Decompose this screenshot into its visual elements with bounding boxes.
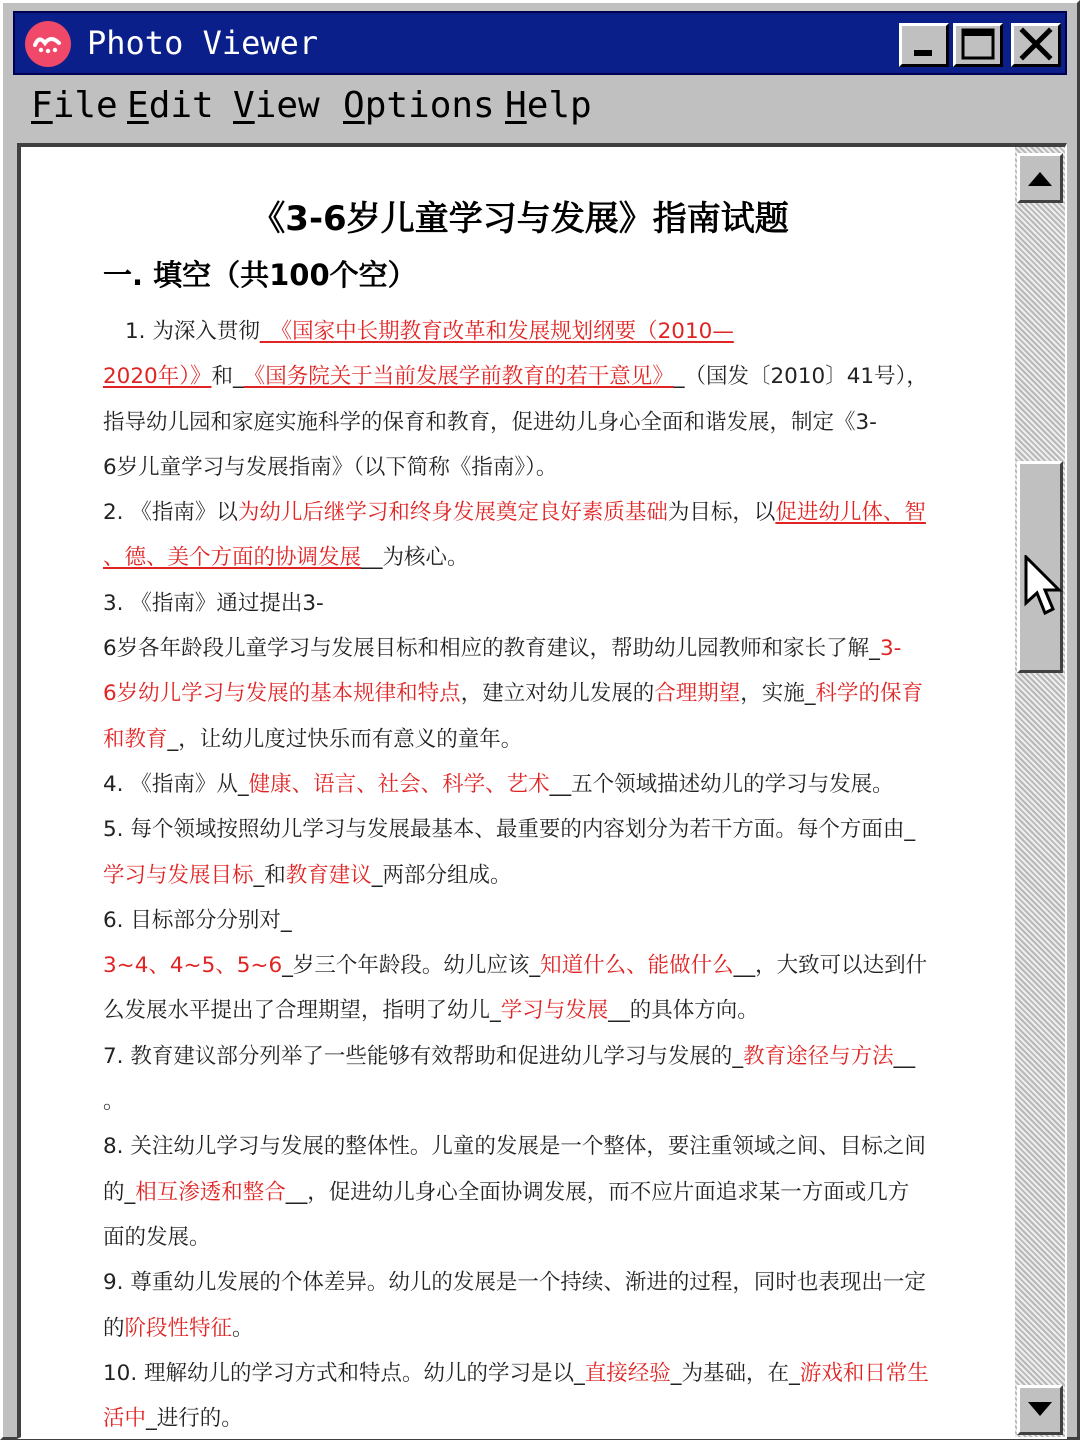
document-line bbox=[103, 1034, 993, 1079]
question-text: 面的发展。 bbox=[103, 1224, 211, 1250]
answer-text: 为幼儿后继学习和终身发展奠定良好素质基础 bbox=[237, 500, 668, 526]
close-icon bbox=[1014, 26, 1058, 64]
question-text: _和 bbox=[253, 862, 286, 888]
menu-view[interactable]: View bbox=[233, 85, 320, 126]
question-text: 7. 教育建议部分列举了一些能够有效帮助和促进幼儿学习与发展的_ bbox=[103, 1043, 744, 1069]
question-text: 8. 关注幼儿学习与发展的整体性。儿童的发展是一个整体，要注重领域之间、目标之间 bbox=[103, 1134, 926, 1160]
answer-text: 学习与发展目标 bbox=[103, 862, 254, 888]
question-text: 指导幼儿园和家庭实施科学的保育和教育，促进幼儿身心全面和谐发展，制定《3- bbox=[103, 409, 877, 435]
question-text: __，大致可以达到什 bbox=[733, 953, 928, 979]
question-text: _岁三个年龄段。幼儿应该_ bbox=[282, 953, 541, 979]
document-line bbox=[103, 354, 993, 399]
question-text: __ bbox=[893, 1043, 916, 1069]
question-text: __的具体方向。 bbox=[608, 998, 759, 1024]
answer-text: 合理期望 bbox=[654, 681, 741, 707]
document-line bbox=[103, 1079, 993, 1124]
document-line bbox=[103, 400, 993, 445]
document-body bbox=[103, 309, 993, 1439]
vertical-scrollbar[interactable] bbox=[1015, 147, 1067, 1439]
question-text: ，实施_ bbox=[740, 681, 816, 707]
answer-text: 健康、语言、社会、科学、艺术 bbox=[248, 771, 550, 797]
scroll-down-button[interactable] bbox=[1017, 1385, 1063, 1435]
menu-options[interactable]: Options bbox=[343, 85, 495, 126]
document-line bbox=[103, 309, 993, 354]
document-line bbox=[103, 1170, 993, 1215]
question-text: 3. 《指南》通过提出3- bbox=[103, 590, 324, 616]
document-line bbox=[103, 1124, 993, 1169]
document-line bbox=[103, 898, 993, 943]
image-viewport bbox=[17, 143, 1067, 1439]
answer-text: 6岁幼儿学习与发展的基本规律和特点 bbox=[103, 681, 461, 707]
question-text: 9. 尊重幼儿发展的个体差异。幼儿的发展是一个持续、渐进的过程，同时也表现出一定 bbox=[103, 1270, 926, 1296]
answer-text: 知道什么、能做什么 bbox=[540, 953, 734, 979]
document-line bbox=[103, 626, 993, 671]
close-button[interactable] bbox=[1011, 23, 1061, 67]
answer-text: 、德、美个方面的协调发展 bbox=[103, 545, 362, 571]
question-text: _进行的。 bbox=[146, 1406, 243, 1432]
scroll-down-arrow-icon bbox=[1020, 1388, 1060, 1432]
question-text: __五个领域描述幼儿的学习与发展。 bbox=[549, 771, 894, 797]
menu-bar bbox=[13, 79, 1067, 139]
answer-text: 《国务院关于当前发展学前教育的若干意见》 bbox=[243, 364, 674, 390]
document-line bbox=[103, 762, 993, 807]
question-text: 。 bbox=[232, 1315, 254, 1341]
answer-text: 3- bbox=[879, 636, 902, 662]
answer-text: _《国家中长期教育改革和发展规划纲要（2010— bbox=[259, 319, 734, 344]
answer-text: 游戏和日常生 bbox=[799, 1360, 929, 1386]
document-line bbox=[103, 445, 993, 490]
question-text: 10. 理解幼儿的学习方式和特点。幼儿的学习是以_ bbox=[103, 1360, 585, 1386]
answer-text: 2020年）》 bbox=[103, 364, 212, 390]
answer-text: 3~4、4~5、5~6 bbox=[103, 953, 283, 979]
scroll-up-arrow-icon bbox=[1020, 156, 1060, 200]
answer-text: 和教育 bbox=[103, 726, 168, 752]
document-line bbox=[103, 1351, 993, 1396]
question-text: 6. 目标部分分别对_ bbox=[103, 907, 292, 933]
answer-text: 相互渗透和整合 bbox=[135, 1179, 286, 1205]
question-text: 6岁各年龄段儿童学习与发展目标和相应的教育建议，帮助幼儿园教师和家长了解_ bbox=[103, 636, 880, 662]
document-line bbox=[103, 1215, 993, 1260]
menu-edit[interactable]: Edit bbox=[127, 85, 214, 126]
answer-text: 促进幼儿体、智 bbox=[775, 500, 926, 526]
maximize-icon bbox=[956, 26, 1000, 64]
question-text: 。 bbox=[103, 1089, 125, 1115]
question-text: 的_ bbox=[103, 1179, 136, 1205]
document-line bbox=[103, 535, 993, 580]
answer-text: 科学的保育 bbox=[815, 681, 923, 707]
question-text: 和_ bbox=[211, 364, 244, 390]
question-text: 1. 为深入贯彻 bbox=[125, 319, 260, 344]
document-line bbox=[103, 581, 993, 626]
question-text: __，促进幼儿身心全面协调发展，而不应片面追求某一方面或几方 bbox=[285, 1179, 910, 1205]
question-text: 为目标，以 bbox=[667, 500, 776, 526]
photo-viewer-app-icon bbox=[25, 21, 71, 67]
question-text: 么发展水平提出了合理期望，指明了幼儿_ bbox=[103, 998, 501, 1024]
document-image bbox=[25, 147, 1015, 1439]
document-line bbox=[103, 807, 993, 852]
answer-text: 教育建议 bbox=[285, 862, 372, 888]
question-text: _两部分组成。 bbox=[371, 862, 512, 888]
maximize-button[interactable] bbox=[953, 23, 1003, 67]
menu-help[interactable]: Help bbox=[505, 85, 592, 126]
answer-text: 活中 bbox=[103, 1406, 147, 1432]
minimize-button[interactable] bbox=[899, 23, 949, 67]
document-line bbox=[103, 671, 993, 716]
document-line bbox=[103, 1306, 993, 1351]
answer-text: 学习与发展 bbox=[500, 998, 609, 1024]
answer-text: 教育途径与方法 bbox=[743, 1043, 894, 1069]
answer-text: 直接经验 bbox=[584, 1360, 671, 1386]
menu-file[interactable]: File bbox=[31, 85, 118, 126]
question-text: _（国发〔2010〕41号）， bbox=[673, 364, 928, 390]
answer-text: 阶段性特征 bbox=[124, 1315, 233, 1341]
mouse-pointer-icon bbox=[1023, 555, 1063, 619]
question-text: 5. 每个领域按照幼儿学习与发展最基本、最重要的内容划分为若干方面。每个方面由_ bbox=[103, 817, 916, 843]
question-text: 的 bbox=[103, 1315, 125, 1341]
question-text: 6岁儿童学习与发展指南》（以下简称《指南》）。 bbox=[103, 454, 558, 480]
document-line bbox=[103, 717, 993, 762]
document-line bbox=[103, 943, 993, 988]
question-text: _为基础，在_ bbox=[670, 1360, 800, 1386]
question-text: _，让幼儿度过快乐而有意义的童年。 bbox=[167, 726, 523, 752]
question-text: 4. 《指南》从_ bbox=[103, 771, 249, 797]
section-heading: 一. 填空（共100个空） bbox=[103, 258, 417, 292]
title-bar[interactable] bbox=[13, 11, 1067, 75]
document-title: 《3-6岁儿童学习与发展》指南试题 bbox=[251, 199, 789, 239]
document-line bbox=[103, 1260, 993, 1305]
question-text: __为核心。 bbox=[361, 545, 469, 571]
question-text: ，建立对幼儿发展的 bbox=[460, 681, 655, 707]
document-line bbox=[103, 1396, 993, 1439]
document-line bbox=[103, 490, 993, 535]
document-line bbox=[103, 988, 993, 1033]
window-title: Photo Viewer bbox=[87, 24, 319, 62]
scroll-up-button[interactable] bbox=[1017, 153, 1063, 203]
document-line bbox=[103, 853, 993, 898]
minimize-icon bbox=[902, 26, 946, 64]
question-text: 2. 《指南》以 bbox=[103, 500, 238, 526]
